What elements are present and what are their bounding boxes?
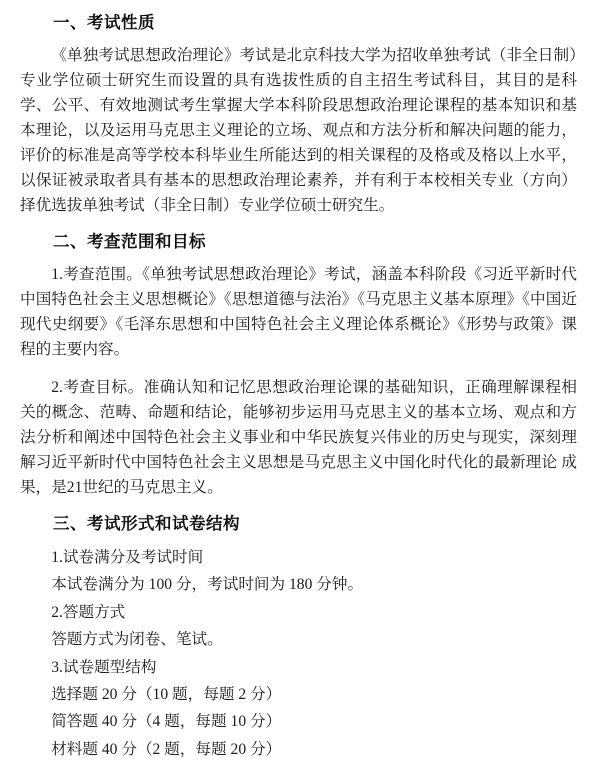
- line-question-structure-label: 3.试卷题型结构: [51, 658, 157, 676]
- section-heading-exam-format: 三、考试形式和试卷结构: [53, 515, 240, 533]
- section-exam-format: [20, 513, 577, 763]
- line-multiple-choice: 选择题 20 分（10 题，每题 2 分）: [51, 686, 282, 704]
- paragraph-exam-nature: 《单独考试思想政治理论》考试是北京科技大学为招收单独考试（非全日制）专业学位硕士研究生而设置的具有选拔性质的自主招生考试科目，其目的是科学、公平、有效地测试考生掌握大学本科阶段思想政治理论课程的基本知识和基本理论，以及运用马克思主义理论的立场、观点和方法分析和解决问题的能力，评价的标准是高等学校本科毕业生所能达到的相关课程的及格或及格以上水平，以保证被录取者具有基本的思想政治理论素养，并有利于本校相关专业（方向）择优选拔单独考试（非全日制）专业学位硕士研究生。: [20, 47, 577, 214]
- paragraph-exam-scope: 1.考查范围。《单独考试思想政治理论》考试，涵盖本科阶段《习近平新时代中国特色社会主义思想概论》《思想道德与法治》《马克思主义基本原理》《中国近现代史纲要》《毛泽东思想和中国特色社会主义理论体系概论》《形势与政策》课程的主要内容。: [20, 266, 577, 358]
- line-material-questions: 材料题 40 分（2 题，每题 20 分）: [51, 740, 282, 758]
- section-heading-exam-nature: 一、考试性质: [53, 14, 155, 32]
- line-answer-mode-value: 答题方式为闭卷、笔试。: [51, 631, 223, 649]
- section-heading-scope-and-goals: 二、考查范围和目标: [53, 233, 206, 251]
- paragraph-exam-goals: 2.考查目标。准确认知和记忆思想政治理论课的基础知识，正确理解课程相关的概念、范畴、命题和结论，能够初步运用马克思主义的基本立场、观点和方法分析和阐述中国特色社会主义事业和中华民族复兴伟业的历史与现实，深刻理解习近平新时代中国特色社会主义思想是马克思主义中国化时代化的最新理论 成果，是21世纪的马克思主义。: [20, 379, 577, 496]
- line-fullscore-time-label: 1.试卷满分及考试时间: [51, 549, 204, 566]
- section-exam-nature: [20, 12, 577, 218]
- section-scope-and-goals: [20, 231, 577, 500]
- line-short-answer: 简答题 40 分（4 题，每题 10 分）: [51, 713, 282, 731]
- line-fullscore-time-value: 本试卷满分为 100 分，考试时间为 180 分钟。: [51, 576, 364, 594]
- line-answer-mode-label: 2.答题方式: [51, 603, 126, 621]
